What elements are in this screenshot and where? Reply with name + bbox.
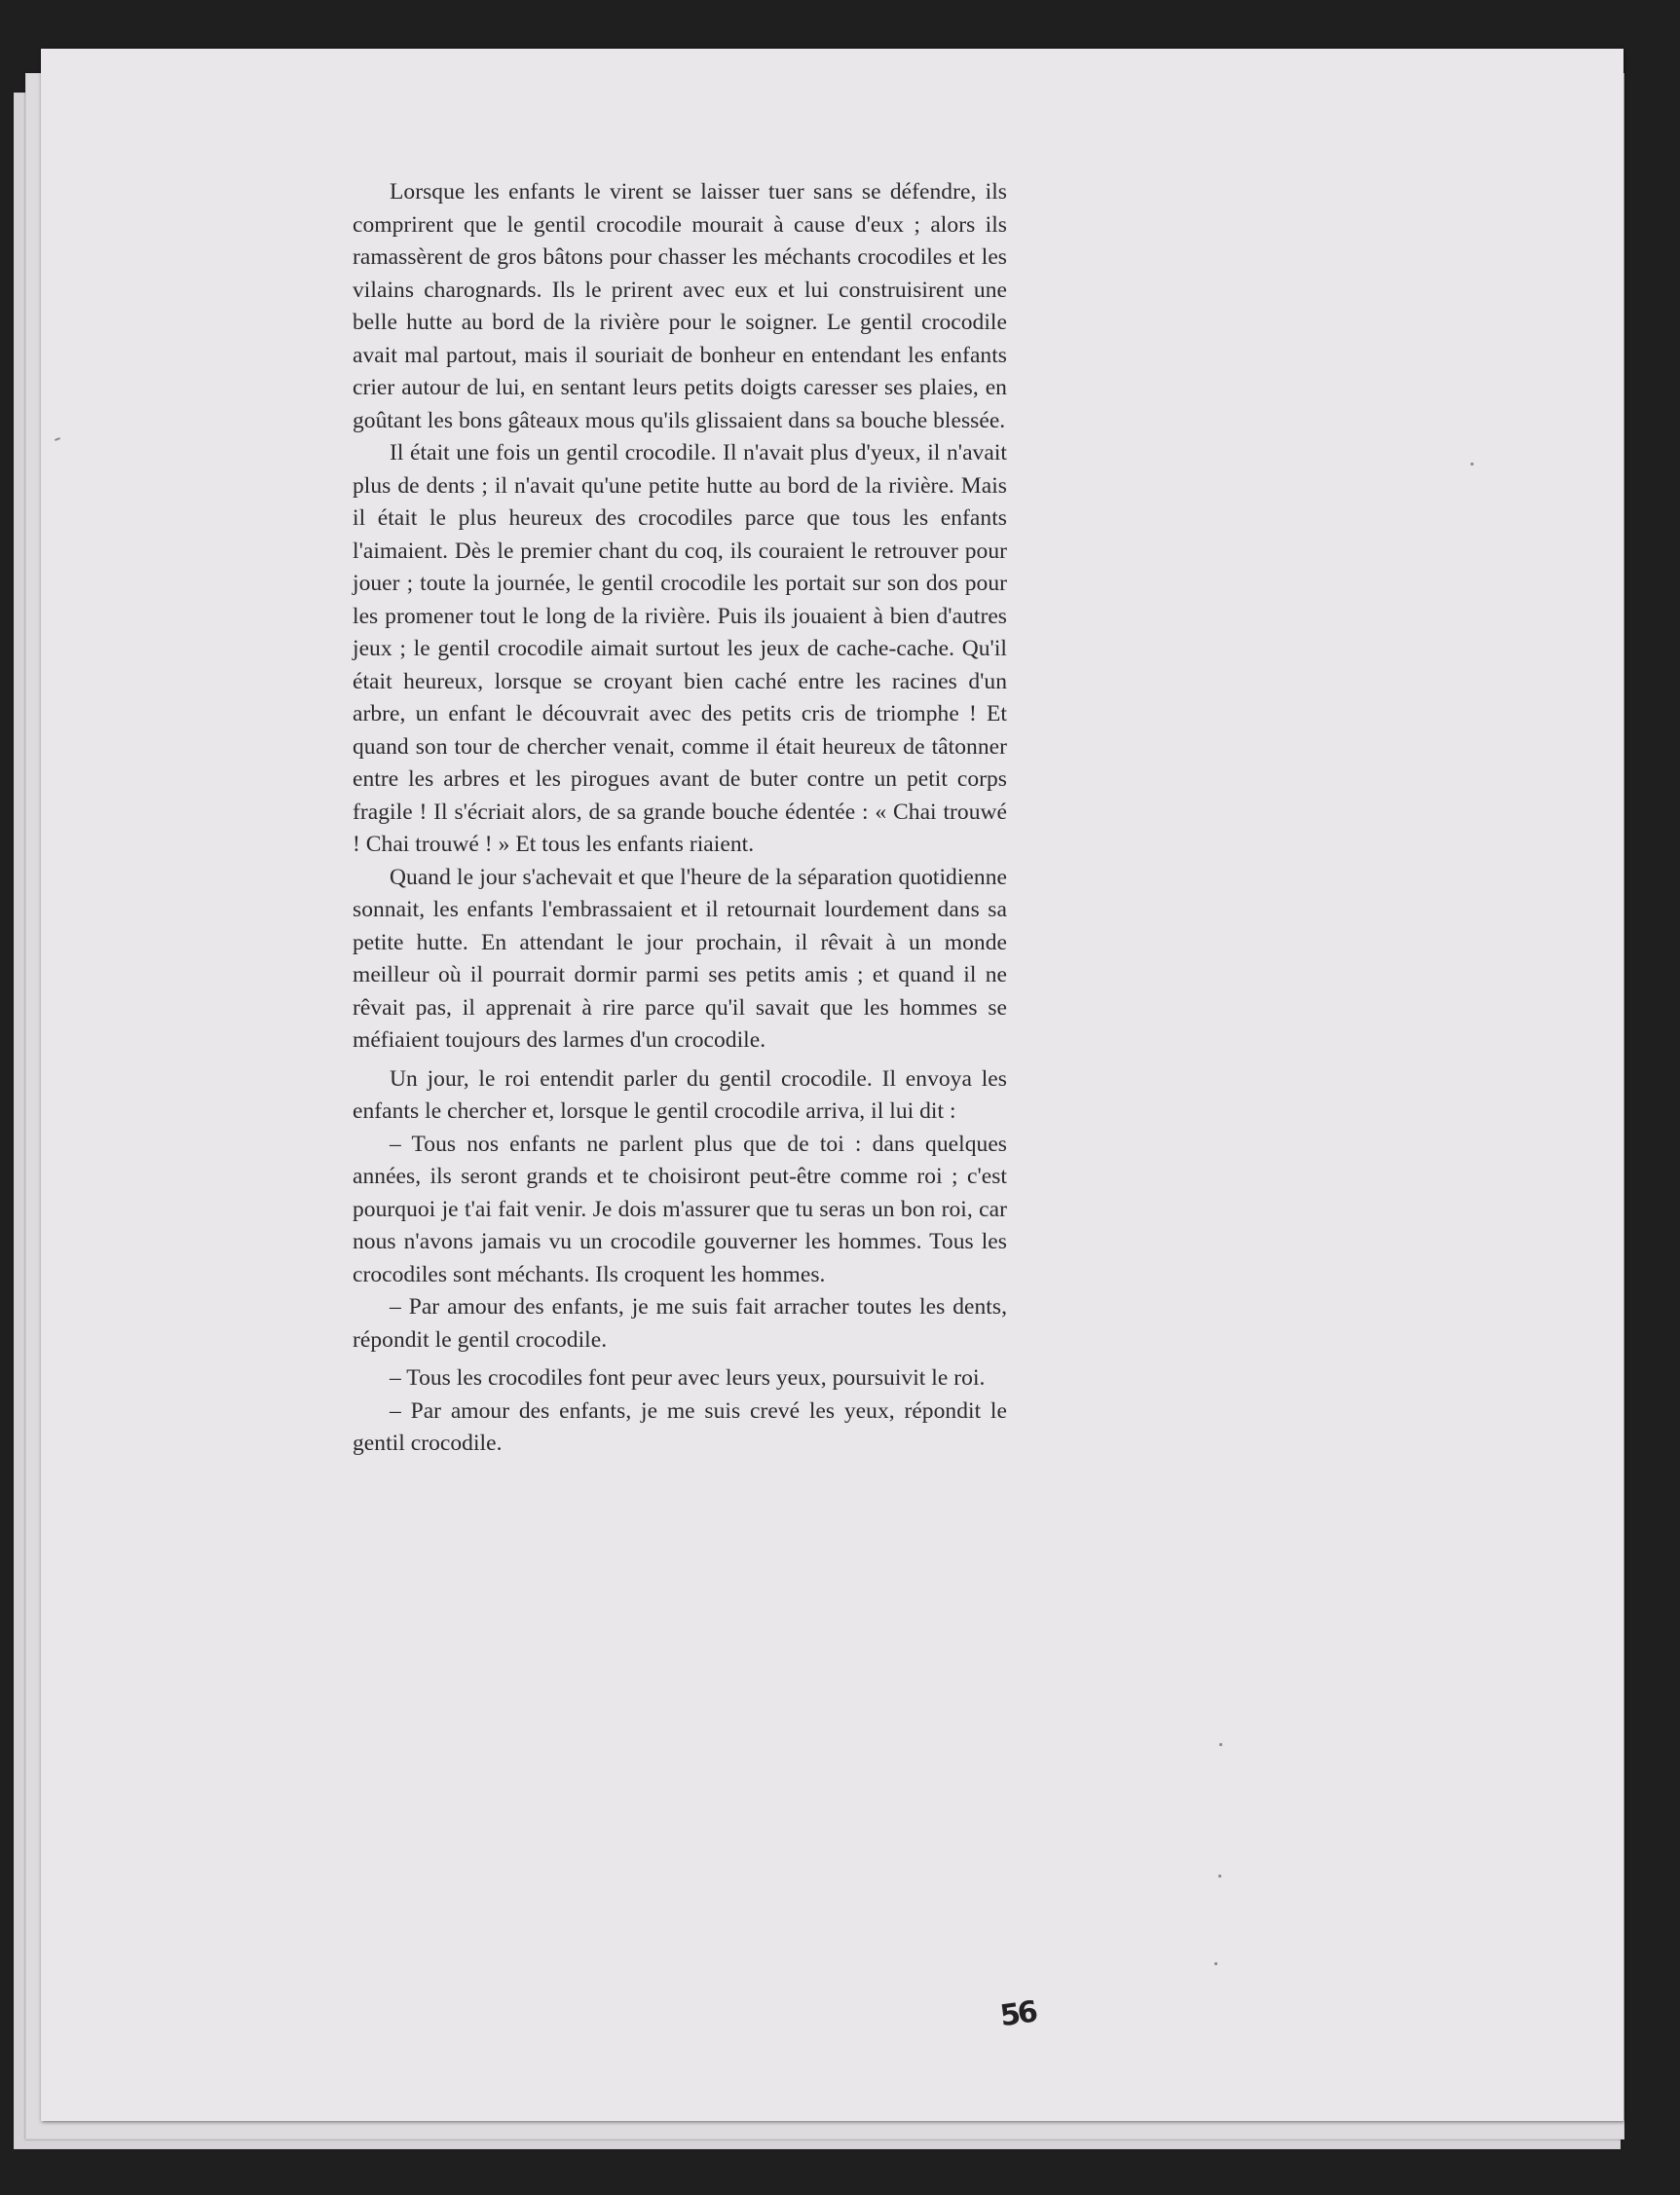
handwritten-page-number: 56 (997, 1994, 1038, 2034)
paper-speck (1218, 1875, 1221, 1878)
paragraph: – Par amour des enfants, je me suis fait arracher toutes les dents, répondit le gentil crocodile. (353, 1294, 1007, 1353)
paragraph: – Tous les crocodiles font peur avec leurs yeux, poursuivit le roi. (390, 1365, 986, 1391)
paragraph: Un jour, le roi entendit parler du gentil crocodile. Il envoya les enfants le chercher et, lorsque le gentil crocodile arriva, il lui dit : (353, 1065, 1007, 1124)
paper-speck (1471, 463, 1474, 465)
body-text (353, 176, 1007, 1461)
paragraph: Il était une fois un gentil crocodile. Il n'avait plus d'yeux, il n'avait plus de dents ; il n'avait qu'une petite hutte au bord de la rivière. Mais il était le plus heureux des crocodiles parce que tous les enfants l'aimaient. Dès le premier chant du coq, ils couraient le retrouver pour jouer ; toute la journée, le gentil crocodile les portait sur son dos pour les promener tout le long de la rivière. Puis ils jouaient à bien d'autres jeux ; le gentil crocodile aimait surtout les jeux de cache-cache. Qu'il était heureux, lorsque se croyant bien caché entre les racines d'un arbre, un enfant le découvrait avec des petits cris de triomphe ! Et quand son tour de chercher venait, comme il était heureux de tâtonner entre les arbres et les pirogues avant de buter contre un petit corps fragile ! Il s'écriait alors, de sa grande bouche édentée : « Chai trouwé ! Chai trouwé ! » Et tous les enfants riaient. (353, 440, 1007, 857)
paragraph: Quand le jour s'achevait et que l'heure de la séparation quotidienne sonnait, les enfants l'embrassaient et il retournait lourdement dans sa petite hutte. En attendant le jour prochain, il rêvait à un monde meilleur où il pourrait dormir parmi ses petits amis ; et quand il ne rêvait pas, il apprenait à rire parce qu'il savait que les hommes se méfiaient toujours des larmes d'un crocodile. (353, 864, 1007, 1053)
paragraph: Lorsque les enfants le virent se laisser tuer sans se défendre, ils comprirent que le gentil crocodile mourait à cause d'eux ; alors ils ramassèrent de gros bâtons pour chasser les méchants crocodiles et les vilains charognards. Ils le prirent avec eux et lui construisirent une belle hutte au bord de la rivière pour le soigner. Le gentil crocodile avait mal partout, mais il souriait de bonheur en entendant les enfants crier autour de lui, en sentant leurs petits doigts caresser ses plaies, en goûtant les bons gâteaux mous qu'ils glissaient dans sa bouche blessée. (353, 179, 1007, 433)
paper-speck (1219, 1743, 1222, 1746)
document-page (41, 49, 1624, 2121)
paragraph: – Tous nos enfants ne parlent plus que de toi : dans quelques années, ils seront grands et te choisiront peut-être comme roi ; c'est pourquoi je t'ai fait venir. Je dois m'assurer que tu seras un bon roi, car nous n'avons jamais vu un crocodile gouverner les hommes. Tous les crocodiles sont méchants. Ils croquent les hommes. (353, 1131, 1007, 1287)
paragraph: – Par amour des enfants, je me suis crevé les yeux, répondit le gentil crocodile. (353, 1397, 1007, 1456)
paper-speck (55, 437, 60, 441)
paper-speck (1214, 1962, 1217, 1965)
